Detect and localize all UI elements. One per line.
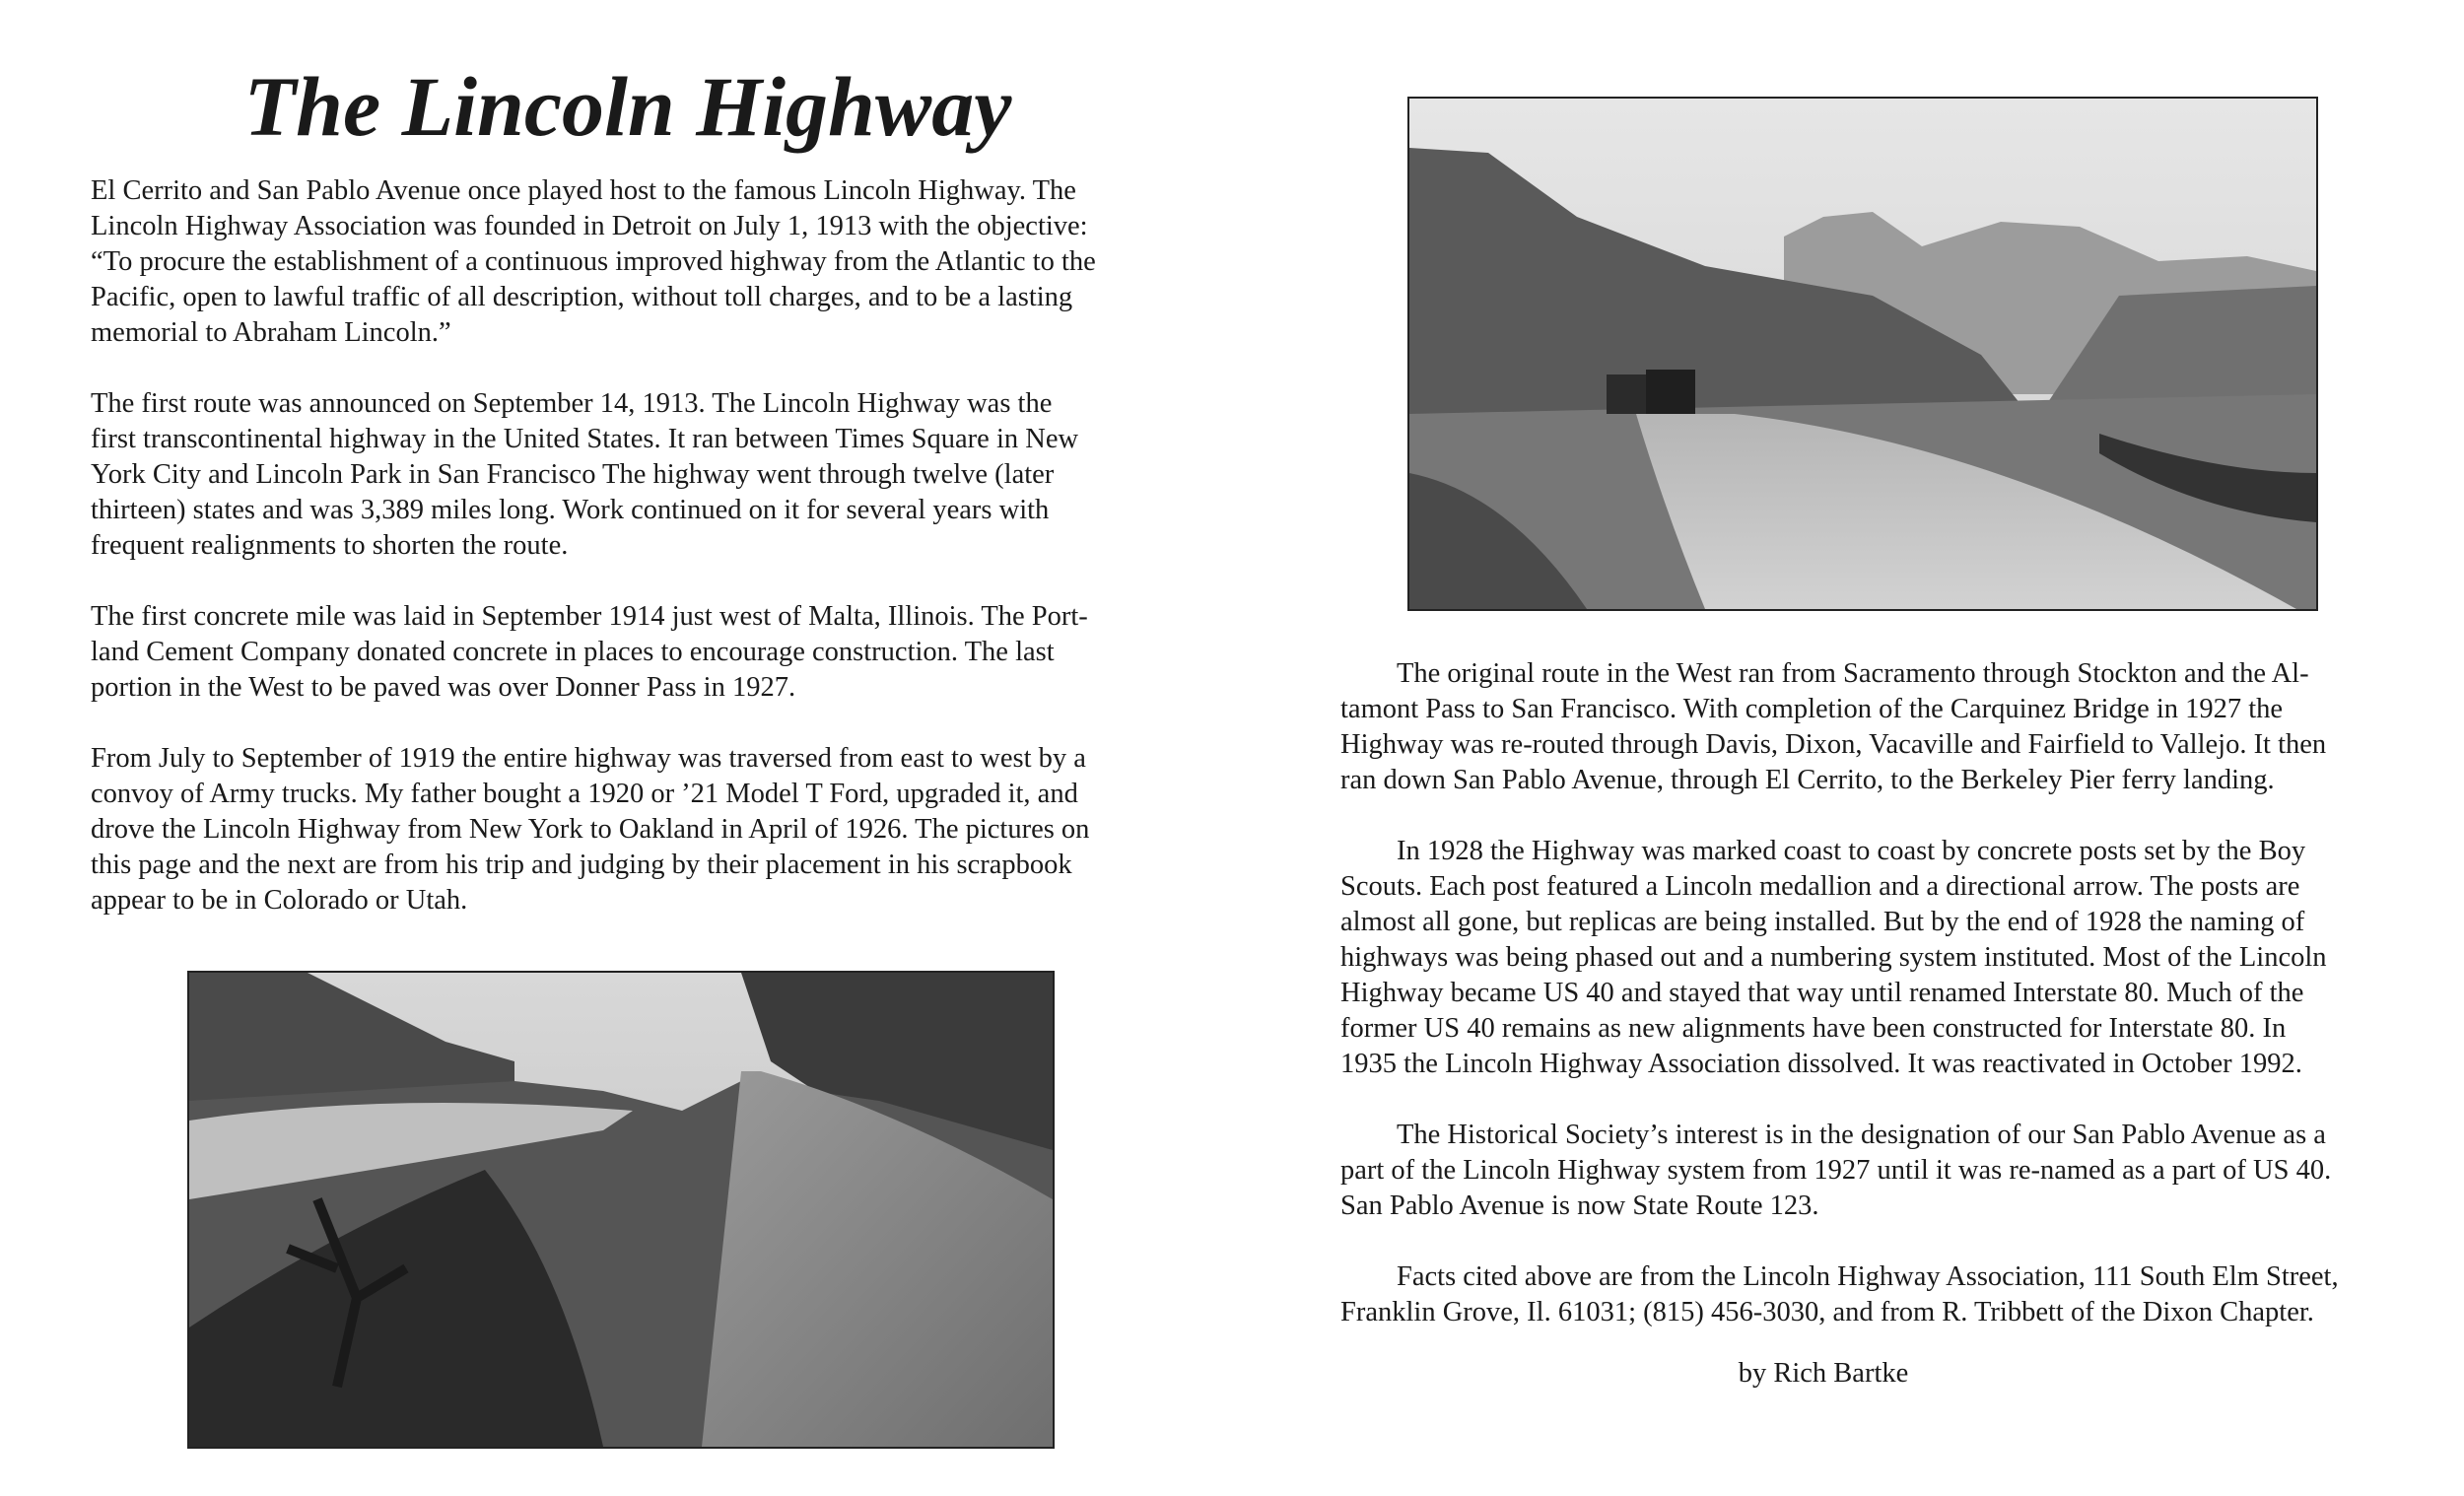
text-line: portion in the West to be paved was over Donner Pass in 1927. [91, 672, 796, 703]
text-line: almost all gone, but replicas are being installed. But by the end of 1928 the naming of [1340, 907, 2305, 937]
text-line: highways was being phased out and a numbering system instituted. Most of the Lincoln [1340, 942, 2327, 973]
text-line: first transcontinental highway in the United States. It ran between Times Square in New [91, 424, 1079, 454]
text-line: York City and Lincoln Park in San Francisco The highway went through twelve (later [91, 459, 1055, 490]
text-line: Scouts. Each post featured a Lincoln medallion and a directional arrow. The posts are [1340, 871, 2300, 902]
text-line: land Cement Company donated concrete in places to encourage construction. The last [91, 637, 1055, 667]
right-column-text [1340, 656, 2339, 1366]
text-line: this page and the next are from his trip and judging by their placement in his scrapbook [91, 850, 1072, 880]
text-line: Lincoln Highway Association was founded in Detroit on July 1, 1913 with the objective: [91, 211, 1088, 241]
text-line: Franklin Grove, Il. 61031; (815) 456-3030, and from R. Tribbett of the Dixon Chapter. [1340, 1297, 2314, 1327]
text-line: memorial to Abraham Lincoln.” [91, 317, 451, 348]
byline: by Rich Bartke [1738, 1358, 1909, 1389]
text-line: former US 40 remains as new alignments have been constructed for Interstate 80. In [1340, 1013, 2287, 1044]
text-line: drove the Lincoln Highway from New York to Oakland in April of 1926. The pictures on [91, 814, 1090, 845]
text-line: The first concrete mile was laid in September 1914 just west of Malta, Illinois. The Port- [91, 601, 1088, 632]
left-column-text [91, 173, 1096, 954]
text-line: Highway was re-routed through Davis, Dixon, Vacaville and Fairfield to Vallejo. It then [1340, 729, 2327, 760]
text-line: Highway became US 40 and stayed that way until renamed Interstate 80. Much of the [1340, 978, 2304, 1008]
paragraph [91, 599, 1096, 706]
text-line: The original route in the West ran from Sacramento through Stockton and the Al- [1340, 658, 2309, 689]
paragraph [1340, 656, 2339, 798]
paragraph [91, 173, 1096, 351]
text-line: tamont Pass to San Francisco. With completion of the Carquinez Bridge in 1927 the [1340, 694, 2284, 724]
text-line: convoy of Army trucks. My father bought a 1920 or ’21 Model T Ford, upgraded it, and [91, 779, 1078, 809]
text-line: Pacific, open to lawful traffic of all description, without toll charges, and to be a lasting [91, 282, 1073, 312]
page-title: The Lincoln Highway [243, 59, 1012, 154]
paragraph [1340, 1259, 2339, 1330]
text-line: thirteen) states and was 3,389 miles long. Work continued on it for several years with [91, 495, 1050, 525]
text-line: The first route was announced on September 14, 1913. The Lincoln Highway was the [91, 388, 1053, 419]
text-line: The Historical Society’s interest is in the designation of our San Pablo Avenue as a [1340, 1120, 2326, 1150]
text-line: “To procure the establishment of a continuous improved highway from the Atlantic to the [91, 246, 1096, 277]
text-line: part of the Lincoln Highway system from 1927 until it was re-named as a part of US 40. [1340, 1155, 2332, 1186]
text-line: San Pablo Avenue is now State Route 123. [1340, 1190, 1819, 1221]
text-line: El Cerrito and San Pablo Avenue once played host to the famous Lincoln Highway. The [91, 175, 1076, 206]
paragraph [91, 741, 1096, 918]
text-line: 1935 the Lincoln Highway Association dissolved. It was reactivated in October 1992. [1340, 1049, 2302, 1079]
paragraph [1340, 834, 2339, 1082]
text-line: frequent realignments to shorten the route. [91, 530, 569, 561]
text-line: From July to September of 1919 the entire highway was traversed from east to west by a [91, 743, 1086, 774]
photo-mountain-road-river [187, 971, 1055, 1449]
text-line: ran down San Pablo Avenue, through El Cerrito, to the Berkeley Pier ferry landing. [1340, 765, 2275, 795]
photo-mountain-road-with-car [1407, 97, 2318, 611]
paragraph [91, 386, 1096, 564]
text-line: appear to be in Colorado or Utah. [91, 885, 468, 916]
text-line: In 1928 the Highway was marked coast to coast by concrete posts set by the Boy [1340, 836, 2306, 866]
paragraph [1340, 1118, 2339, 1224]
text-line: Facts cited above are from the Lincoln Highway Association, 111 South Elm Street, [1340, 1261, 2339, 1292]
